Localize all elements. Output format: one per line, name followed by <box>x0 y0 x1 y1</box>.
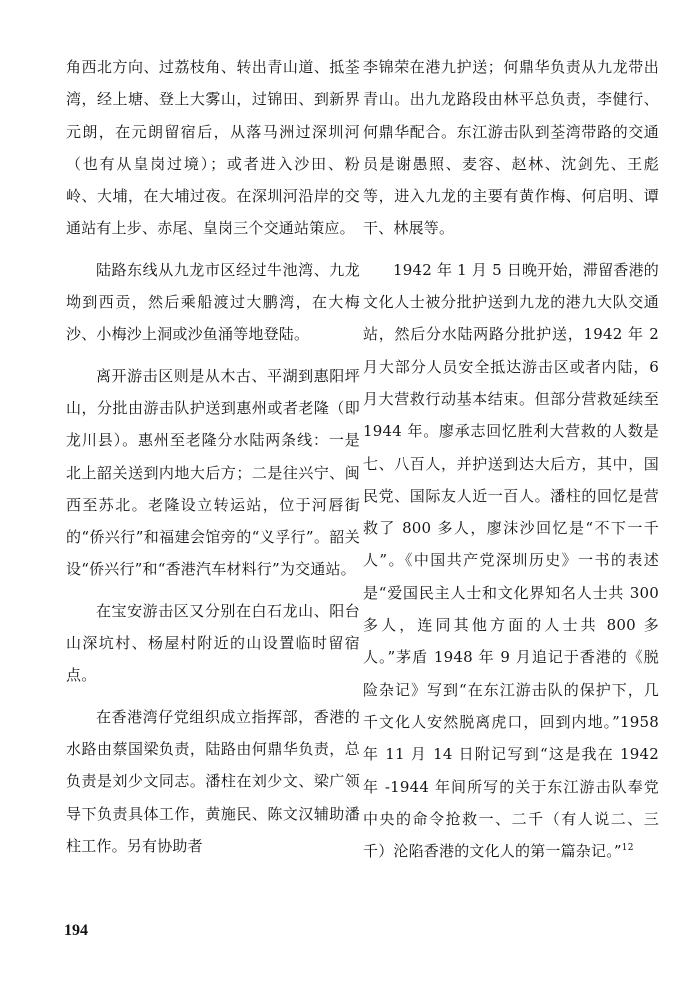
right-column <box>363 51 659 876</box>
paragraph: 在宝安游击区又分别在白石龙山、阳台山深坑村、杨屋村附近的山设置临时留宿点。 <box>66 601 360 685</box>
paragraph: 在香港湾仔党组织成立指挥部，香港的水路由蔡国梁负责，陆路由何鼎华负责，总负责是刘少文同志。潘柱在刘少文、梁广领导下负责具体工作，黄施民、陈文汉辅助潘柱工作。另有协助者 <box>66 707 360 855</box>
footnote-marker: 12 <box>621 843 634 854</box>
left-column <box>66 51 360 871</box>
paragraph: 陆路东线从九龙市区经过牛池湾、九龙坳到西贡，然后乘船渡过大鹏湾，在大梅沙、小梅沙上洞或沙鱼涌等地登陆。 <box>66 260 360 344</box>
paragraph-text: 1942 年 1 月 5 日晚开始，滞留香港的文化人士被分批护送到九龙的港九大队交通站，然后分水陆两路分批护送，1942 年 2 月大部分人员安全抵达游击区或者内陆，6 月大营救行动基本结束。但部分营救延续至 1944 年。廖承志回忆胜利大营救的人数是七、八百人，并护送到达大后方，其中，国民党、国际友人近一百人。潘柱的回忆是营救了 800 多人，廖沫沙回忆是“不下一千人”。《中国共产党深圳历史》一书的表述是“爱国民主人士和文化界知名人士共 300 多人，连同其他方面的人士共 800 多人。”茅盾 1948 年 9 月追记于香港的《脱险杂记》写到“在东江游击队的保护下，几千文化人安然脱离虎口，回到内地。”1958 年 11 月 14 日附记写到“这是我在 1942 年 -1944 年间所写的关于东江游击队奉党中央的命令抢救一、二千（有人说二、三千）沦陷香港的文化人的第一篇杂记。” <box>363 260 659 861</box>
paragraph: 角西北方向、过荔枝角、转出青山道、抵荃湾，经上塘、登上大雾山，过锦田、到新界元朗，在元朗留宿后，从落马洲过深圳河（也有从皇岗过境）；或者进入沙田、粉岭、大埔，在大埔过夜。在深圳河沿岸的交通站有上步、赤尾、皇岗三个交通站策应。 <box>66 58 360 238</box>
paragraph: 李锦荣在港九护送；何鼎华负责从九龙带出青山。出九龙路段由林平总负责，李健行、何鼎华配合。东江游击队到荃湾带路的交通员是谢愚照、麦容、赵林、沈剑先、王彪等，进入九龙的主要有黄作梅、何启明、谭干、林展等。 <box>363 58 659 238</box>
page-number: 194 <box>64 922 88 939</box>
paragraph: 离开游击区则是从木古、平湖到惠阳坪山，分批由游击队护送到惠州或者老隆（即龙川县）。惠州至老隆分水陆两条线：一是北上韶关送到内地大后方；二是往兴宁、闽西至苏北。老隆设立转运站，位于河唇街的“侨兴行”和福建会馆旁的“义孚行”。韶关设“侨兴行”和“香港汽车材料行”为交通站。 <box>66 366 360 579</box>
paragraph-with-footnote <box>363 254 659 868</box>
